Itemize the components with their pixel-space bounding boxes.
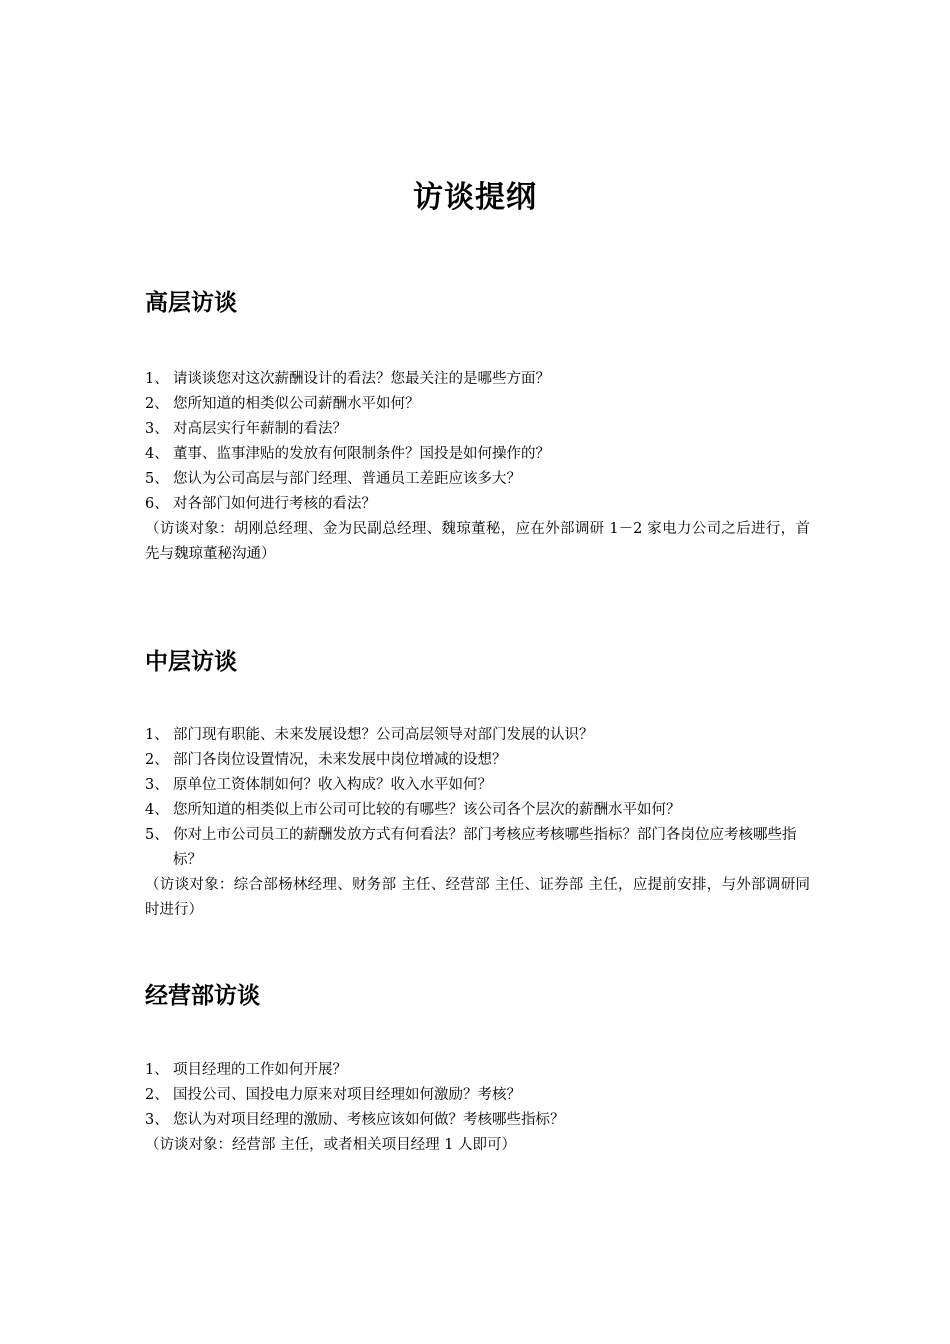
question-item	[145, 1083, 810, 1108]
document-title: 访谈提纲	[413, 180, 537, 216]
question-item	[145, 823, 810, 873]
question-number: 2、	[145, 1087, 169, 1103]
question-number: 1、	[145, 727, 169, 743]
section-heading: 高层访谈	[145, 290, 237, 316]
section-senior-interview	[145, 287, 810, 567]
question-number: 5、	[145, 471, 169, 487]
question-item	[145, 492, 810, 517]
question-number: 6、	[145, 496, 169, 512]
question-text: 原单位工资体制如何？收入构成？收入水平如何？	[173, 777, 492, 793]
interviewee-note: （访谈对象：胡刚总经理、金为民副总经理、魏琼董秘，应在外部调研 1－2 家电力公司之后进行，首先与魏琼董秘沟通）	[145, 521, 810, 562]
section-middle-interview	[145, 646, 810, 923]
question-text: 你对上市公司员工的薪酬发放方式有何看法？部门考核应考核哪些指标？部门各岗位应考核哪些指标？	[173, 827, 797, 868]
question-item	[145, 467, 810, 492]
question-item	[145, 748, 810, 773]
question-text: 项目经理的工作如何开展？	[173, 1062, 347, 1078]
question-text: 请谈谈您对这次薪酬设计的看法？您最关注的是哪些方面？	[173, 371, 550, 387]
question-item	[145, 1108, 810, 1133]
question-number: 3、	[145, 777, 169, 793]
question-item	[145, 367, 810, 392]
question-text: 您所知道的相类似公司薪酬水平如何？	[173, 396, 420, 412]
question-item	[145, 392, 810, 417]
question-item	[145, 773, 810, 798]
interviewee-note: （访谈对象：经营部 主任，或者相关项目经理 1 人即可）	[145, 1137, 517, 1153]
question-item	[145, 442, 810, 467]
question-number: 2、	[145, 396, 169, 412]
section-operations-interview	[145, 980, 810, 1158]
question-number: 1、	[145, 371, 169, 387]
question-number: 4、	[145, 802, 169, 818]
question-text: 对各部门如何进行考核的看法？	[173, 496, 376, 512]
question-text: 部门现有职能、未来发展设想？公司高层领导对部门发展的认识？	[173, 727, 594, 743]
question-number: 3、	[145, 1112, 169, 1128]
section-heading: 中层访谈	[145, 649, 237, 675]
question-item	[145, 417, 810, 442]
question-item	[145, 1058, 810, 1083]
question-list	[145, 367, 810, 517]
question-number: 3、	[145, 421, 169, 437]
question-item	[145, 798, 810, 823]
question-text: 国投公司、国投电力原来对项目经理如何激励？考核？	[173, 1087, 521, 1103]
question-text: 部门各岗位设置情况，未来发展中岗位增减的设想？	[173, 752, 507, 768]
question-item	[145, 723, 810, 748]
question-text: 您认为公司高层与部门经理、普通员工差距应该多大？	[173, 471, 521, 487]
question-text: 董事、监事津贴的发放有何限制条件？国投是如何操作的？	[173, 446, 550, 462]
question-text: 您认为对项目经理的激励、考核应该如何做？考核哪些指标？	[173, 1112, 565, 1128]
question-text: 您所知道的相类似上市公司可比较的有哪些？该公司各个层次的薪酬水平如何？	[173, 802, 681, 818]
question-number: 2、	[145, 752, 169, 768]
question-number: 4、	[145, 446, 169, 462]
interviewee-note: （访谈对象：综合部杨林经理、财务部 主任、经营部 主任、证券部 主任，应提前安排，与外部调研同时进行）	[145, 877, 810, 918]
question-number: 1、	[145, 1062, 169, 1078]
section-heading: 经营部访谈	[145, 983, 260, 1009]
question-text: 对高层实行年薪制的看法？	[173, 421, 347, 437]
question-number: 5、	[145, 827, 169, 843]
question-list	[145, 1058, 810, 1133]
question-list	[145, 723, 810, 873]
